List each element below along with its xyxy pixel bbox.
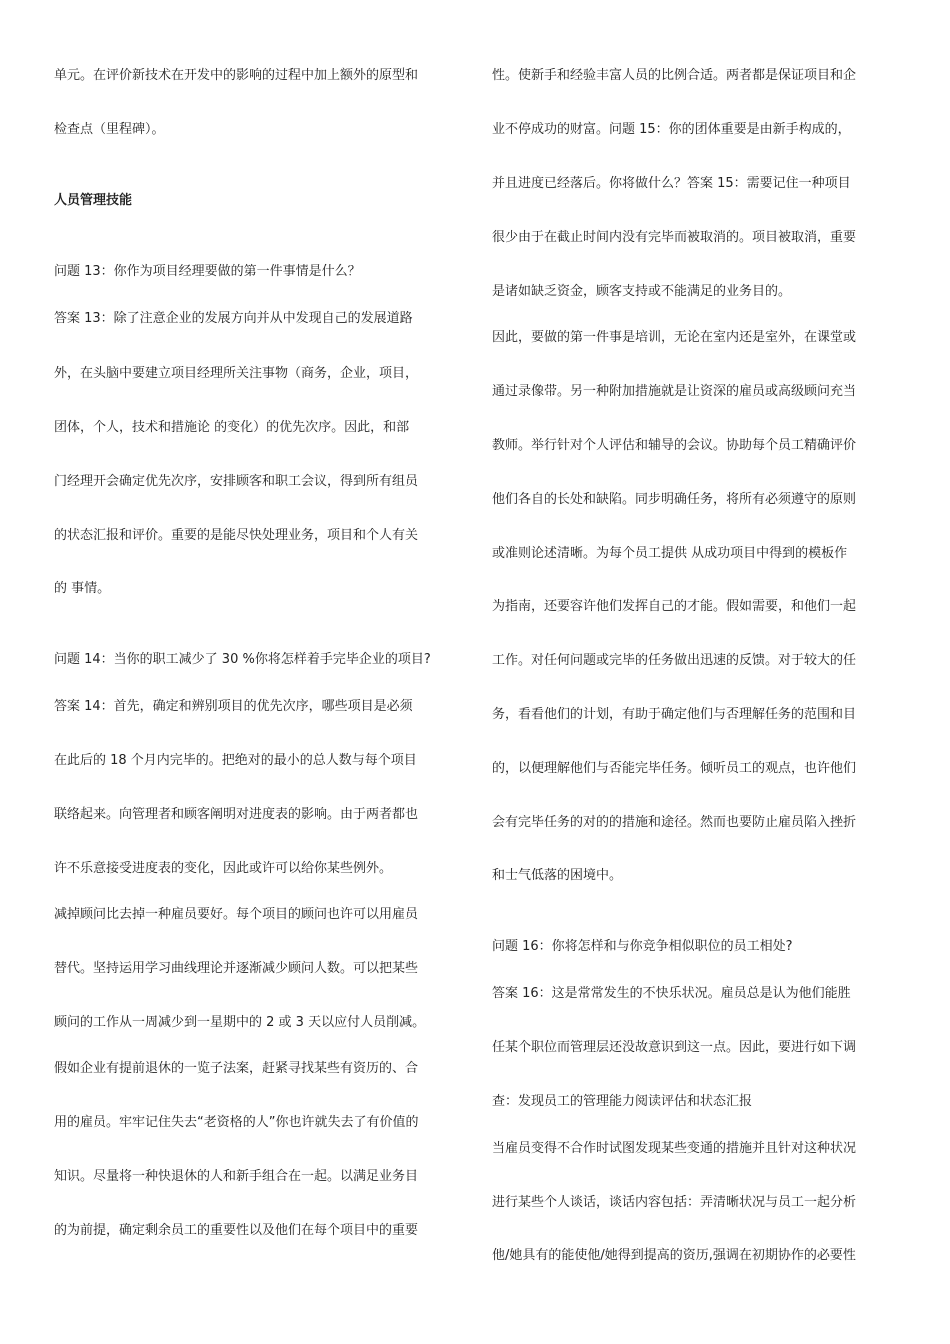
text-line: 进行某些个人谈话，谈话内容包括：弄清晰状况与员工一起分析 (492, 1195, 857, 1210)
text-line: 在此后的 18 个月内完毕的。把绝对的最小的总人数与每个项目 (54, 753, 417, 768)
text-line: 务，看看他们的计划，有助于确定他们与否理解任务的范围和目 (492, 707, 857, 722)
text-line: 知识。尽量将一种快退休的人和新手组合在一起。以满足业务目 (54, 1169, 419, 1184)
question-line: 问题 14：当你的职工减少了 30 %你将怎样着手完毕企业的项目? (54, 652, 431, 667)
answer-line: 答案 16：这是常常发生的不快乐状况。雇员总是认为他们能胜 (492, 986, 851, 1001)
text-line: 的状态汇报和评价。重要的是能尽快处理业务，项目和个人有关 (54, 528, 419, 543)
text-line: 是诸如缺乏资金，顾客支持或不能满足的业务目的。 (492, 284, 792, 299)
answer-line: 答案 13：除了注意企业的发展方向并从中发现自己的发展道路 (54, 311, 413, 326)
text-line: 很少由于在截止时间内没有完毕而被取消的。项目被取消，重要 (492, 230, 857, 245)
text-line: 的为前提，确定剩余员工的重要性以及他们在每个项目中的重要 (54, 1223, 419, 1238)
text-line: 单元。在评价新技术在开发中的影响的过程中加上额外的原型和 (54, 68, 419, 83)
text-line: 外，在头脑中要建立项目经理所关注事物（商务，企业，项目， (54, 366, 419, 381)
text-line: 许不乐意接受进度表的变化，因此或许可以给你某些例外。 (54, 861, 393, 876)
text-line: 会有完毕任务的对的的措施和途径。然而也要防止雇员陷入挫折 (492, 815, 857, 830)
text-line: 业不停成功的财富。问题 15：你的团体重要是由新手构成的， (492, 122, 851, 137)
question-line: 问题 16：你将怎样和与你竞争相似职位的员工相处? (492, 939, 793, 954)
text-line: 当雇员变得不合作时试图发现某些变通的措施并且针对这种状况 (492, 1141, 857, 1156)
question-line: 问题 13：你作为项目经理要做的第一件事情是什么？ (54, 264, 361, 279)
text-line: 任某个职位而管理层还没故意识到这一点。因此，要进行如下调 (492, 1040, 857, 1055)
text-line: 他/她具有的能使他/她得到提高的资历,强调在初期协作的必要性 (492, 1248, 856, 1263)
text-line: 减掉顾问比去掉一种雇员要好。每个项目的顾问也许可以用雇员 (54, 907, 419, 922)
text-line: 或准则论述清晰。为每个员工提供 从成功项目中得到的模板作 (492, 546, 848, 561)
text-line: 用的雇员。牢牢记住失去“老资格的人”你也许就失去了有价值的 (54, 1115, 419, 1130)
text-line: 工作。对任何问题或完毕的任务做出迅速的反馈。对于较大的任 (492, 653, 857, 668)
text-line: 并且进度已经落后。你将做什么？答案 15：需要记住一种项目 (492, 176, 851, 191)
text-line: 替代。坚持运用学习曲线理论并逐渐减少顾问人数。可以把某些 (54, 961, 419, 976)
text-line: 联络起来。向管理者和顾客阐明对进度表的影响。由于两者都也 (54, 807, 419, 822)
text-line: 性。使新手和经验丰富人员的比例合适。两者都是保证项目和企 (492, 68, 857, 83)
text-line: 团体，个人，技术和措施论 的变化）的优先次序。因此，和部 (54, 420, 410, 435)
text-line: 检查点（里程碑）。 (54, 122, 165, 137)
text-line: 和士气低落的困境中。 (492, 868, 623, 883)
text-line: 的 事情。 (54, 581, 111, 596)
text-line: 教师。举行针对个人评估和辅导的会议。协助每个员工精确评价 (492, 438, 857, 453)
text-line: 通过录像带。另一种附加措施就是让资深的雇员或高级顾问充当 (492, 384, 857, 399)
answer-line: 答案 14：首先，确定和辨别项目的优先次序，哪些项目是必须 (54, 699, 413, 714)
text-line: 因此，要做的第一件事是培训，无论在室内还是室外，在课堂或 (492, 330, 857, 345)
text-line: 他们各自的长处和缺陷。同步明确任务，将所有必须遵守的原则 (492, 492, 857, 507)
text-line: 假如企业有提前退休的一览子法案，赶紧寻找某些有资历的、合 (54, 1061, 419, 1076)
text-line: 为指南，还要容许他们发挥自己的才能。假如需要，和他们一起 (492, 599, 857, 614)
text-line: 顾问的工作从一周减少到一星期中的 2 或 3 天以应付人员削减。 (54, 1015, 426, 1030)
text-line: 的，以便理解他们与否能完毕任务。倾听员工的观点，也许他们 (492, 761, 857, 776)
section-heading: 人员管理技能 (54, 193, 133, 208)
text-line: 门经理开会确定优先次序，安排顾客和职工会议，得到所有组员 (54, 474, 419, 489)
text-line: 查：发现员工的管理能力阅读评估和状态汇报 (492, 1094, 753, 1109)
